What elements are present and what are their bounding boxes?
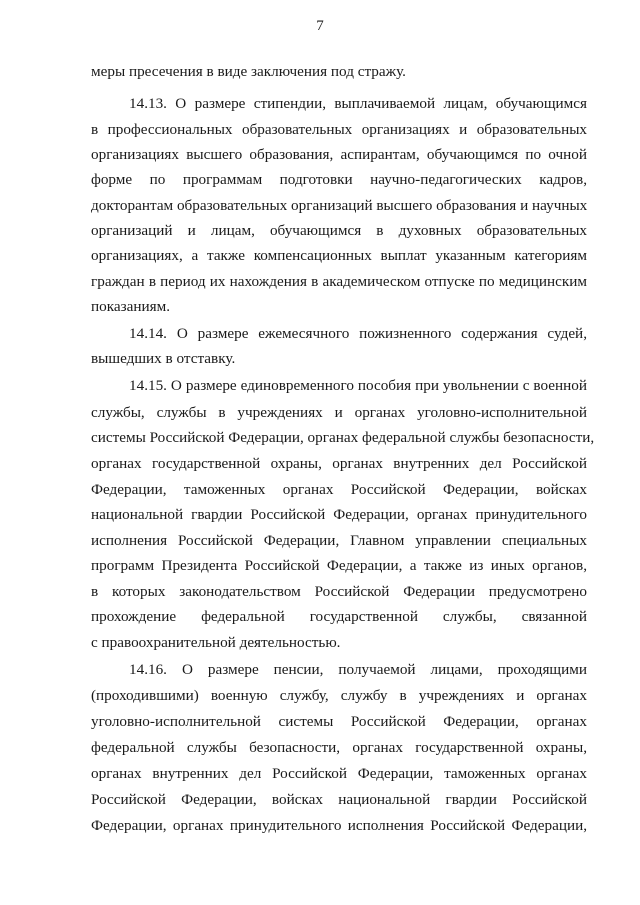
text-line: Федерации, таможенных органах Российской Федерации, войсках: [91, 481, 587, 498]
text-line: Федерации, органах принудительного исполнения Российской Федерации,: [91, 817, 587, 834]
text-line: федеральной службы безопасности, органах государственной охраны,: [91, 739, 587, 756]
text-line: докторантам образовательных организаций высшего образования и научных: [91, 197, 588, 214]
text-line: уголовно-исполнительной системы Российской Федерации, органах: [91, 713, 587, 730]
text-line: 14.16. О размере пенсии, получаемой лицами, проходящими: [129, 661, 587, 678]
text-line: форме по программам подготовки научно-педагогических кадров,: [91, 171, 587, 188]
text-line: Российской Федерации, войсках национальной гвардии Российской: [91, 791, 587, 808]
text-line: 14.13. О размере стипендии, выплачиваемой лицам, обучающимся: [129, 95, 587, 112]
text-line: в которых законодательством Российской Федерации предусмотрено: [91, 583, 587, 600]
text-line: вышедших в отставку.: [91, 350, 236, 367]
text-line: 14.15. О размере единовременного пособия при увольнении с военной: [129, 377, 587, 394]
text-line: с правоохранительной деятельностью.: [91, 634, 341, 651]
text-line: прохождение федеральной государственной службы, связанной: [91, 608, 587, 625]
text-line: системы Российской Федерации, органах федеральной службы безопасности,: [91, 429, 595, 446]
text-line: меры пресечения в виде заключения под стражу.: [91, 63, 406, 80]
text-line: исполнения Российской Федерации, Главном управлении специальных: [91, 532, 587, 549]
text-line: службы, службы в учреждениях и органах уголовно-исполнительной: [91, 404, 587, 421]
text-line: организациях высшего образования, аспирантам, обучающимся по очной: [91, 146, 587, 163]
page-number: 7: [316, 18, 324, 34]
text-line: организаций и лицам, обучающимся в духовных образовательных: [91, 222, 587, 239]
text-line: организациях, а также компенсационных выплат указанным категориям: [91, 247, 587, 264]
text-line: граждан в период их нахождения в академическом отпуске по медицинским: [91, 273, 587, 290]
text-line: органах государственной охраны, органах внутренних дел Российской: [91, 455, 587, 472]
text-line: программ Президента Российской Федерации, а также из иных органов,: [91, 557, 587, 574]
text-line: органах внутренних дел Российской Федерации, таможенных органах: [91, 765, 587, 782]
text-line: 14.14. О размере ежемесячного пожизненного содержания судей,: [129, 325, 587, 342]
text-line: в профессиональных образовательных организациях и образовательных: [91, 121, 587, 138]
text-line: показаниям.: [91, 298, 171, 315]
text-line: национальной гвардии Российской Федерации, органах принудительного: [91, 506, 587, 523]
text-line: (проходившими) военную службу, службу в учреждениях и органах: [91, 687, 587, 704]
